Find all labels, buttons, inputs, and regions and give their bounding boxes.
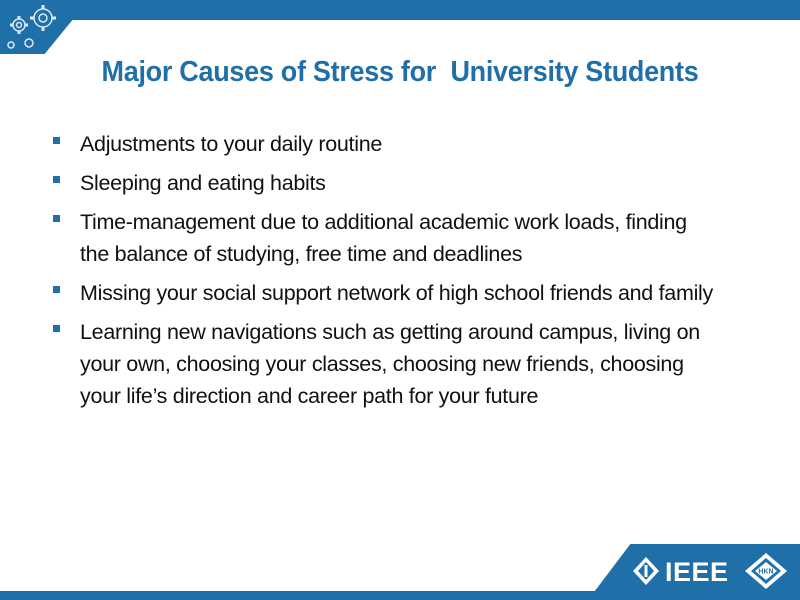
gears-decoration — [0, 0, 72, 54]
square-bullet-icon — [53, 215, 60, 222]
list-item — [50, 128, 770, 160]
list-item — [50, 316, 770, 412]
ieee-diamond-icon — [632, 556, 660, 586]
list-item — [50, 277, 770, 309]
top-header-bar — [0, 0, 800, 20]
square-bullet-icon — [53, 137, 60, 144]
list-item — [50, 167, 770, 199]
bullet-text: Time-management due to additional academic work loads, finding the balance of studying, free time and deadlines — [80, 210, 687, 266]
square-bullet-icon — [53, 286, 60, 293]
hkn-logo-text: HKN — [758, 568, 774, 576]
slide-title: Major Causes of Stress for University Students — [101, 56, 699, 88]
square-bullet-icon — [53, 176, 60, 183]
hkn-diamond-icon — [744, 552, 788, 590]
ieee-logo-text: IEEE — [665, 557, 729, 587]
bullet-text: Missing your social support network of high school friends and family — [80, 281, 713, 305]
gears-icon — [0, 0, 72, 54]
bullet-text: Sleeping and eating habits — [80, 171, 326, 195]
bullet-text: Learning new navigations such as getting around campus, living on your own, choosing your classes, choosing new friends, choosing your life’s direction and career path for your future — [80, 320, 700, 408]
bullet-list — [50, 128, 770, 419]
square-bullet-icon — [53, 325, 60, 332]
bullet-text: Adjustments to your daily routine — [80, 132, 383, 156]
list-item — [50, 206, 770, 270]
